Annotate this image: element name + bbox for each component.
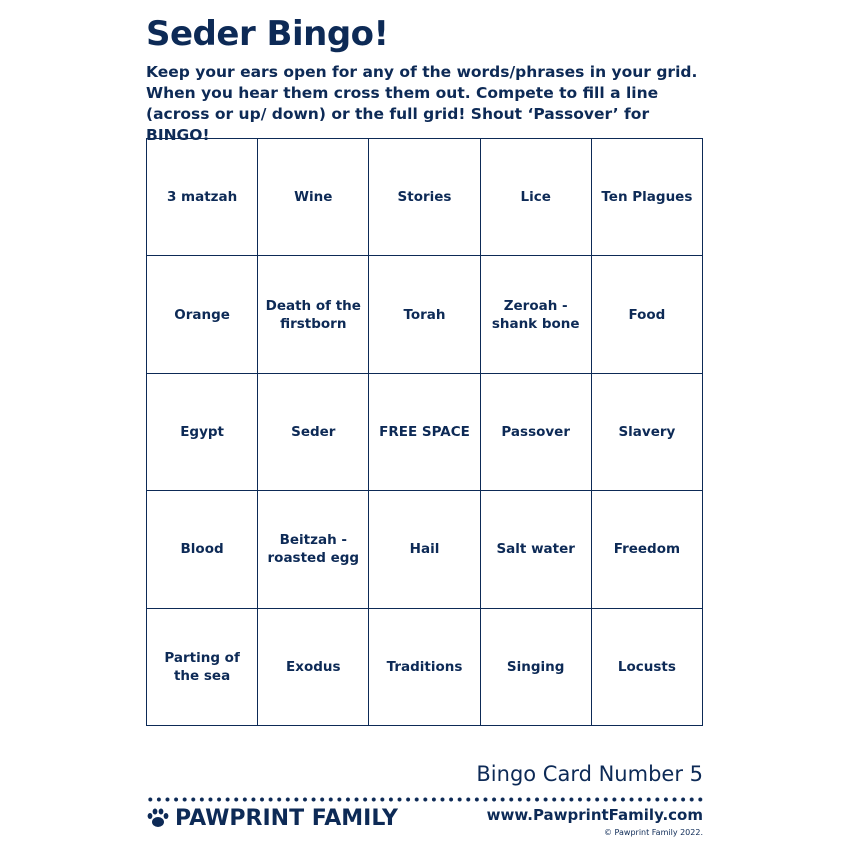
bingo-cell[interactable]: Slavery <box>592 374 703 491</box>
bingo-cell[interactable]: Locusts <box>592 609 703 726</box>
bingo-cell[interactable]: Seder <box>258 374 369 491</box>
card-number: Bingo Card Number 5 <box>476 762 703 786</box>
bingo-cell[interactable]: Traditions <box>369 609 480 726</box>
bingo-cell[interactable]: Egypt <box>147 374 258 491</box>
bingo-cell[interactable]: Passover <box>481 374 592 491</box>
bingo-cell[interactable]: Parting of the sea <box>147 609 258 726</box>
dotted-divider <box>146 797 704 802</box>
free-space-cell[interactable]: FREE SPACE <box>369 374 480 491</box>
bingo-cell[interactable]: Beitzah - roasted egg <box>258 491 369 608</box>
bingo-cell[interactable]: Zeroah - shank bone <box>481 256 592 373</box>
bingo-cell[interactable]: Ten Plagues <box>592 139 703 256</box>
page-title: Seder Bingo! <box>146 14 389 54</box>
bingo-cell[interactable]: Orange <box>147 256 258 373</box>
bingo-cell[interactable]: Hail <box>369 491 480 608</box>
bingo-cell[interactable]: Wine <box>258 139 369 256</box>
bingo-grid <box>146 138 703 726</box>
bingo-cell[interactable]: Lice <box>481 139 592 256</box>
bingo-cell[interactable]: Exodus <box>258 609 369 726</box>
instructions-text: Keep your ears open for any of the words/phrases in your grid. When you hear them cross them out. Compete to fill a line (across or up/ down) or the full grid! Shout ‘Passover’ for BINGO! <box>146 63 698 144</box>
bingo-cell[interactable]: 3 matzah <box>147 139 258 256</box>
brand-logo <box>146 804 398 832</box>
bingo-cell[interactable]: Salt water <box>481 491 592 608</box>
copyright-text: © Pawprint Family 2022. <box>604 828 703 837</box>
paw-icon <box>146 806 170 830</box>
bingo-cell[interactable]: Stories <box>369 139 480 256</box>
bingo-cell[interactable]: Singing <box>481 609 592 726</box>
bingo-cell[interactable]: Death of the firstborn <box>258 256 369 373</box>
bingo-cell[interactable]: Torah <box>369 256 480 373</box>
bingo-cell[interactable]: Food <box>592 256 703 373</box>
bingo-cell[interactable]: Blood <box>147 491 258 608</box>
bingo-cell[interactable]: Freedom <box>592 491 703 608</box>
website-link[interactable]: www.PawprintFamily.com <box>486 806 703 824</box>
brand-name: PAWPRINT FAMILY <box>175 805 398 831</box>
